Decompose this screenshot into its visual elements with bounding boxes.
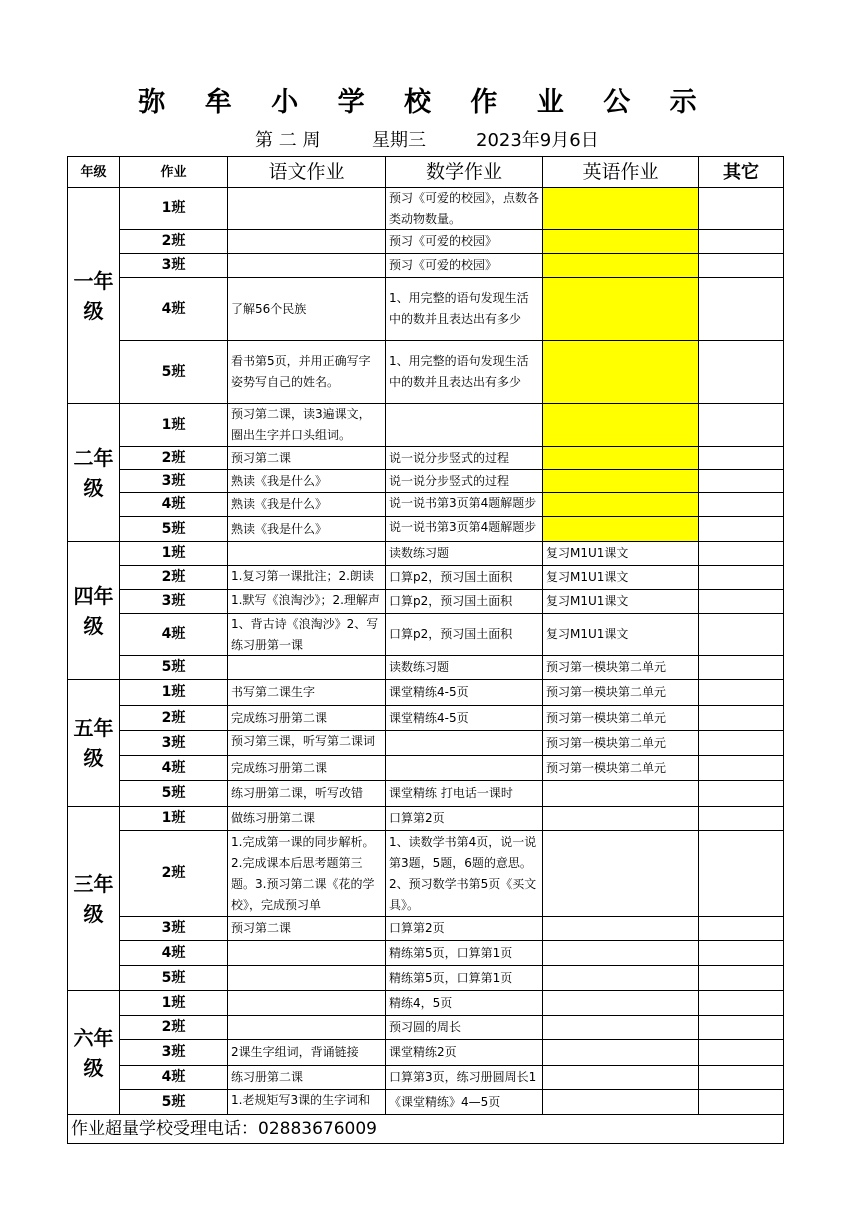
english-homework xyxy=(543,1040,699,1066)
math-homework xyxy=(386,917,543,941)
chinese-homework-text: 2课生字组词，背诵链接 xyxy=(231,1045,359,1059)
chinese-homework xyxy=(228,404,386,447)
english-homework xyxy=(543,917,699,941)
math-homework-text: 口算第2页 xyxy=(389,921,445,935)
math-homework xyxy=(386,1040,543,1066)
grade-label: 五年级 xyxy=(68,680,120,807)
english-homework-text: 预习第一模块第二单元 xyxy=(546,685,667,699)
math-homework-text: 读数练习题 xyxy=(389,660,450,674)
english-homework xyxy=(543,230,699,254)
other-homework xyxy=(699,1090,784,1115)
math-homework xyxy=(386,517,543,542)
homework-table xyxy=(67,156,784,1144)
chinese-homework-text: 练习册第二课，听写改错 xyxy=(231,786,364,800)
math-homework-text: 1、读数学书第4页，说一说第3题，5题，6题的意思。2、预习数学书第5页《买文具》。 xyxy=(389,834,537,912)
math-homework xyxy=(386,404,543,447)
other-homework xyxy=(699,756,784,781)
complaint-hotline: 作业超量学校受理电话：02883676009 xyxy=(68,1115,784,1144)
chinese-homework xyxy=(228,341,386,404)
class-label-text: 1班 xyxy=(161,810,186,826)
table-row xyxy=(68,590,784,614)
math-homework xyxy=(386,230,543,254)
chinese-homework xyxy=(228,1066,386,1090)
class-label-text: 5班 xyxy=(161,520,186,537)
chinese-homework xyxy=(228,590,386,614)
english-homework-text: 复习M1U1课文 xyxy=(546,594,629,608)
class-label xyxy=(120,542,228,566)
date-label: 2023年9月6日 xyxy=(476,130,599,151)
other-homework xyxy=(699,566,784,590)
math-homework xyxy=(386,731,543,756)
chinese-homework-text: 预习第三课，听写第二课词 xyxy=(231,734,376,748)
english-homework xyxy=(543,404,699,447)
english-homework-text: 预习第一模块第二单元 xyxy=(546,735,667,750)
math-homework-text: 预习《可爱的校园》，点数各类动物数量。 xyxy=(389,191,539,226)
chinese-homework-text: 1.默写《浪淘沙》；2.理解声 xyxy=(231,593,380,607)
other-homework xyxy=(699,991,784,1016)
math-homework-text: 预习《可爱的校园》 xyxy=(389,234,498,248)
class-label xyxy=(120,517,228,542)
table-row xyxy=(68,278,784,341)
chinese-homework-text: 书写第二课生字 xyxy=(231,685,316,699)
chinese-homework-text: 1、背古诗《浪淘沙》2、写练习册第一课 xyxy=(231,617,379,652)
grade-label: 二年级 xyxy=(68,404,120,542)
other-homework xyxy=(699,542,784,566)
class-label xyxy=(120,566,228,590)
math-homework xyxy=(386,470,543,493)
math-homework xyxy=(386,1016,543,1040)
math-homework-text: 说一说分步竖式的过程 xyxy=(389,450,510,465)
math-homework-text: 口算p2，预习国土面积 xyxy=(389,570,513,584)
chinese-homework xyxy=(228,941,386,966)
table-row xyxy=(68,731,784,756)
math-homework-text: 口算p2，预习国土面积 xyxy=(389,627,513,641)
class-label xyxy=(120,917,228,941)
class-label-text: 4班 xyxy=(161,1069,186,1085)
english-homework xyxy=(543,831,699,917)
table-row xyxy=(68,341,784,404)
math-homework xyxy=(386,807,543,831)
chinese-homework xyxy=(228,991,386,1016)
math-homework xyxy=(386,542,543,566)
english-homework xyxy=(543,807,699,831)
chinese-homework xyxy=(228,966,386,991)
table-row xyxy=(68,1016,784,1040)
class-label xyxy=(120,966,228,991)
chinese-homework-text: 完成练习册第二课 xyxy=(231,710,328,725)
class-label xyxy=(120,230,228,254)
other-homework xyxy=(699,341,784,404)
math-homework-text: 读数练习题 xyxy=(389,546,450,560)
other-homework xyxy=(699,706,784,731)
english-homework xyxy=(543,517,699,542)
class-label xyxy=(120,706,228,731)
class-label xyxy=(120,831,228,917)
other-homework xyxy=(699,731,784,756)
table-row xyxy=(68,807,784,831)
chinese-homework xyxy=(228,1090,386,1115)
english-homework xyxy=(543,542,699,566)
english-homework-text: 复习M1U1课文 xyxy=(546,570,629,584)
math-homework-text: 课堂精练4-5页 xyxy=(389,685,469,699)
chinese-homework-text: 熟读《我是什么》 xyxy=(231,473,328,488)
math-homework-text: 《课堂精练》4—5页 xyxy=(389,1094,501,1109)
math-homework xyxy=(386,941,543,966)
class-label-text: 4班 xyxy=(161,944,186,961)
math-homework xyxy=(386,706,543,731)
other-homework xyxy=(699,831,784,917)
chinese-homework-text: 预习第二课 xyxy=(231,921,292,935)
chinese-homework-text: 完成练习册第二课 xyxy=(231,760,328,775)
table-row xyxy=(68,917,784,941)
other-homework xyxy=(699,807,784,831)
chinese-homework-text: 预习第二课，读3遍课文，圈出生字并口头组词。 xyxy=(231,407,371,442)
class-label xyxy=(120,656,228,680)
math-homework xyxy=(386,1090,543,1115)
page-title: 弥 牟 小 学 校 作 业 公 示 xyxy=(138,87,712,118)
table-row xyxy=(68,966,784,991)
table-row xyxy=(68,1090,784,1115)
english-homework xyxy=(543,1016,699,1040)
math-homework-text: 口算第2页 xyxy=(389,811,445,825)
class-label-text: 2班 xyxy=(161,233,186,249)
class-label-text: 1班 xyxy=(161,684,186,700)
other-homework xyxy=(699,941,784,966)
table-row xyxy=(68,706,784,731)
chinese-homework xyxy=(228,781,386,807)
table-row xyxy=(68,1066,784,1090)
math-homework-text: 说一说分步竖式的过程 xyxy=(389,473,510,488)
english-homework xyxy=(543,590,699,614)
other-homework xyxy=(699,614,784,656)
other-homework xyxy=(699,917,784,941)
header-other: 其它 xyxy=(699,157,784,188)
class-label xyxy=(120,781,228,807)
math-homework-text: 预习《可爱的校园》 xyxy=(389,258,498,272)
chinese-homework-text: 1.复习第一课批注；2.朗读 xyxy=(231,569,374,583)
english-homework-text: 复习M1U1课文 xyxy=(546,627,629,641)
class-label xyxy=(120,680,228,706)
class-label xyxy=(120,807,228,831)
math-homework-text: 说一说书第3页第4题解题步 xyxy=(389,520,537,534)
math-homework-text: 课堂精练4-5页 xyxy=(389,710,469,725)
chinese-homework xyxy=(228,756,386,781)
class-label xyxy=(120,470,228,493)
class-label-text: 3班 xyxy=(161,734,186,751)
class-label xyxy=(120,1090,228,1115)
english-homework xyxy=(543,566,699,590)
chinese-homework xyxy=(228,1040,386,1066)
class-label xyxy=(120,731,228,756)
math-homework xyxy=(386,278,543,341)
other-homework xyxy=(699,781,784,807)
class-label xyxy=(120,341,228,404)
math-homework xyxy=(386,614,543,656)
chinese-homework-text: 了解56个民族 xyxy=(231,301,307,316)
math-homework-text: 1、用完整的语句发现生活中的数并且表达出有多少 xyxy=(389,291,529,326)
grade-label: 三年级 xyxy=(68,807,120,991)
english-homework xyxy=(543,656,699,680)
english-homework xyxy=(543,470,699,493)
english-homework xyxy=(543,991,699,1016)
table-row xyxy=(68,517,784,542)
chinese-homework-text: 练习册第二课 xyxy=(231,1070,304,1084)
english-homework xyxy=(543,493,699,517)
class-label xyxy=(120,188,228,230)
english-homework-text: 预习第一模块第二单元 xyxy=(546,660,667,674)
english-homework xyxy=(543,1090,699,1115)
math-homework-text: 预习圆的周长 xyxy=(389,1020,462,1034)
header-english: 英语作业 xyxy=(543,157,699,188)
class-label-text: 2班 xyxy=(161,709,186,726)
english-homework xyxy=(543,680,699,706)
grade-label: 六年级 xyxy=(68,991,120,1115)
math-homework-text: 口算p2，预习国土面积 xyxy=(389,594,513,608)
class-label-text: 1班 xyxy=(161,994,186,1011)
english-homework-text: 预习第一模块第二单元 xyxy=(546,710,667,725)
class-label-text: 5班 xyxy=(161,969,186,986)
class-label xyxy=(120,991,228,1016)
table-row xyxy=(68,1040,784,1066)
table-row xyxy=(68,254,784,278)
math-homework xyxy=(386,566,543,590)
class-label xyxy=(120,941,228,966)
chinese-homework-text: 预习第二课 xyxy=(231,450,292,465)
header-chinese: 语文作业 xyxy=(228,157,386,188)
class-label xyxy=(120,493,228,517)
math-homework-text: 口算第3页，练习册圆周长1 xyxy=(389,1070,537,1084)
class-label-text: 1班 xyxy=(161,545,186,561)
other-homework xyxy=(699,230,784,254)
header-homework: 作业 xyxy=(120,157,228,188)
table-row xyxy=(68,941,784,966)
table-row xyxy=(68,566,784,590)
chinese-homework xyxy=(228,517,386,542)
table-row xyxy=(68,756,784,781)
math-homework xyxy=(386,254,543,278)
english-homework xyxy=(543,706,699,731)
math-homework-text: 说一说书第3页第4题解题步 xyxy=(389,496,537,510)
other-homework xyxy=(699,404,784,447)
chinese-homework-text: 1.完成第一课的同步解析。2.完成课本后思考题第三题。3.预习第二课《花的学校》，完成预习单 xyxy=(231,834,375,912)
other-homework xyxy=(699,470,784,493)
table-row xyxy=(68,470,784,493)
chinese-homework xyxy=(228,493,386,517)
math-homework-text: 精练第5页，口算第1页 xyxy=(389,970,513,985)
class-label xyxy=(120,254,228,278)
math-homework xyxy=(386,680,543,706)
other-homework xyxy=(699,966,784,991)
chinese-homework xyxy=(228,656,386,680)
week-label: 第 二 周 xyxy=(255,130,321,151)
math-homework-text: 课堂精练2页 xyxy=(389,1045,457,1059)
table-row xyxy=(68,656,784,680)
math-homework xyxy=(386,781,543,807)
class-label-text: 5班 xyxy=(161,1093,186,1110)
class-label xyxy=(120,1040,228,1066)
chinese-homework xyxy=(228,917,386,941)
english-homework xyxy=(543,254,699,278)
class-label-text: 1班 xyxy=(161,200,186,216)
class-label-text: 2班 xyxy=(161,449,186,466)
english-homework xyxy=(543,1066,699,1090)
other-homework xyxy=(699,656,784,680)
chinese-homework-text: 看书第5页，并用正确写字姿势写自己的姓名。 xyxy=(231,354,371,389)
table-row xyxy=(68,447,784,470)
header-math: 数学作业 xyxy=(386,157,543,188)
chinese-homework xyxy=(228,230,386,254)
english-homework xyxy=(543,447,699,470)
class-label-text: 5班 xyxy=(161,363,186,380)
other-homework xyxy=(699,278,784,341)
other-homework xyxy=(699,1016,784,1040)
chinese-homework xyxy=(228,542,386,566)
chinese-homework xyxy=(228,807,386,831)
table-row xyxy=(68,781,784,807)
chinese-homework xyxy=(228,254,386,278)
other-homework xyxy=(699,447,784,470)
grade-label: 四年级 xyxy=(68,542,120,680)
english-homework xyxy=(543,781,699,807)
math-homework xyxy=(386,756,543,781)
grade-label: 一年级 xyxy=(68,188,120,404)
class-label-text: 4班 xyxy=(161,759,186,776)
class-label-text: 4班 xyxy=(161,626,186,642)
table-row xyxy=(68,680,784,706)
table-row xyxy=(68,614,784,656)
chinese-homework xyxy=(228,188,386,230)
other-homework xyxy=(699,1066,784,1090)
chinese-homework xyxy=(228,447,386,470)
class-label-text: 2班 xyxy=(161,865,186,881)
math-homework xyxy=(386,341,543,404)
other-homework xyxy=(699,493,784,517)
table-row xyxy=(68,542,784,566)
math-homework-text: 精练4，5页 xyxy=(389,995,453,1010)
chinese-homework-text: 做练习册第二课 xyxy=(231,811,316,825)
math-homework xyxy=(386,831,543,917)
class-label xyxy=(120,756,228,781)
english-homework xyxy=(543,756,699,781)
english-homework xyxy=(543,731,699,756)
class-label-text: 2班 xyxy=(161,569,186,585)
math-homework xyxy=(386,493,543,517)
class-label xyxy=(120,614,228,656)
class-label-text: 3班 xyxy=(161,257,186,273)
chinese-homework xyxy=(228,680,386,706)
english-homework-text: 复习M1U1课文 xyxy=(546,546,629,560)
class-label-text: 3班 xyxy=(161,593,186,609)
footer-row xyxy=(68,1115,784,1144)
table-row xyxy=(68,493,784,517)
math-homework xyxy=(386,590,543,614)
class-label-text: 3班 xyxy=(161,472,186,489)
class-label-text: 4班 xyxy=(161,300,186,317)
chinese-homework xyxy=(228,731,386,756)
class-label xyxy=(120,447,228,470)
class-label-text: 5班 xyxy=(161,785,186,801)
english-homework xyxy=(543,966,699,991)
chinese-homework xyxy=(228,278,386,341)
english-homework xyxy=(543,614,699,656)
class-label xyxy=(120,278,228,341)
chinese-homework xyxy=(228,1016,386,1040)
chinese-homework-text: 熟读《我是什么》 xyxy=(231,497,328,511)
english-homework xyxy=(543,278,699,341)
class-label xyxy=(120,1066,228,1090)
chinese-homework-text: 熟读《我是什么》 xyxy=(231,521,328,536)
other-homework xyxy=(699,517,784,542)
table-row xyxy=(68,831,784,917)
other-homework xyxy=(699,1040,784,1066)
math-homework-text: 课堂精练 打电话一课时 xyxy=(389,786,513,800)
table-row xyxy=(68,991,784,1016)
class-label-text: 2班 xyxy=(161,1019,186,1035)
table-body xyxy=(68,188,784,1115)
chinese-homework xyxy=(228,566,386,590)
math-homework xyxy=(386,991,543,1016)
class-label xyxy=(120,404,228,447)
other-homework xyxy=(699,590,784,614)
chinese-homework xyxy=(228,470,386,493)
math-homework xyxy=(386,188,543,230)
math-homework xyxy=(386,1066,543,1090)
class-label xyxy=(120,590,228,614)
math-homework-text: 1、用完整的语句发现生活中的数并且表达出有多少 xyxy=(389,354,529,389)
english-homework-text: 预习第一模块第二单元 xyxy=(546,760,667,775)
class-label-text: 4班 xyxy=(161,496,186,512)
other-homework xyxy=(699,680,784,706)
class-label-text: 5班 xyxy=(161,659,186,675)
chinese-homework xyxy=(228,831,386,917)
math-homework xyxy=(386,966,543,991)
header-row xyxy=(68,157,784,188)
class-label-text: 3班 xyxy=(161,920,186,936)
other-homework xyxy=(699,188,784,230)
weekday-label: 星期三 xyxy=(372,130,426,151)
table-row xyxy=(68,230,784,254)
english-homework xyxy=(543,188,699,230)
table-row xyxy=(68,188,784,230)
class-label-text: 3班 xyxy=(161,1044,186,1060)
chinese-homework xyxy=(228,614,386,656)
class-label xyxy=(120,1016,228,1040)
math-homework xyxy=(386,447,543,470)
math-homework-text: 精练第5页，口算第1页 xyxy=(389,945,513,960)
table-row xyxy=(68,404,784,447)
math-homework xyxy=(386,656,543,680)
header-grade: 年级 xyxy=(68,157,120,188)
other-homework xyxy=(699,254,784,278)
english-homework xyxy=(543,341,699,404)
chinese-homework-text: 1.老规矩写3课的生字词和 xyxy=(231,1093,371,1107)
class-label-text: 1班 xyxy=(161,416,186,433)
english-homework xyxy=(543,941,699,966)
chinese-homework xyxy=(228,706,386,731)
